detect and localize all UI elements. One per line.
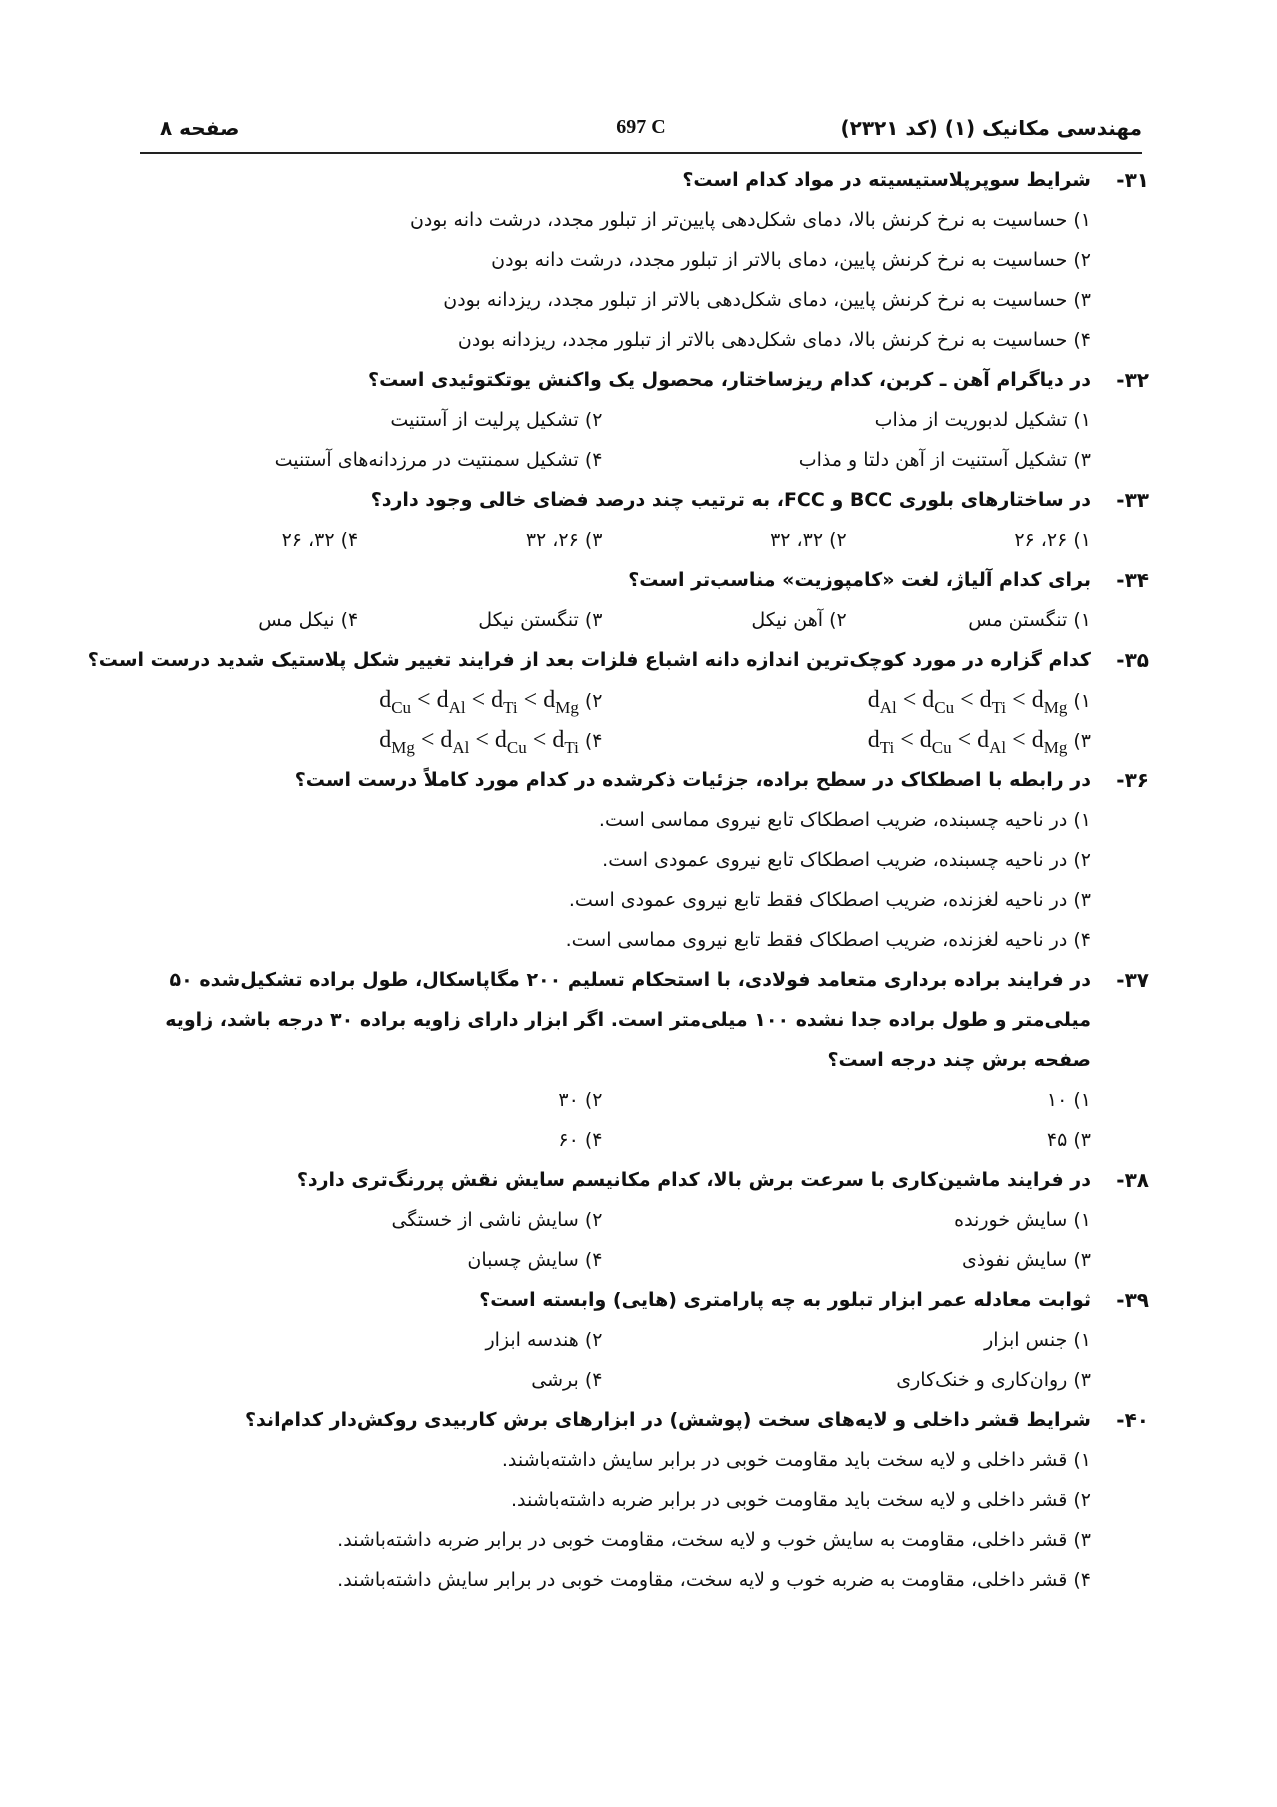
element-symbol: Cu	[391, 697, 412, 717]
question-number: ۳۹-	[1116, 1288, 1149, 1312]
option-2[interactable]: ۲) سایش ناشی از خستگی	[391, 1209, 603, 1231]
option-1[interactable]: ۱) قشر داخلی و لایه سخت باید مقاومت خوبی در برابر سایش داشته‌باشند.	[501, 1449, 1091, 1471]
question-number: ۳۴-	[1116, 568, 1149, 592]
element-symbol: Al	[989, 737, 1007, 757]
question-33	[114, 480, 1149, 560]
question-text: برای کدام آلیاژ، لغت «کامپوزیت» مناسب‌تر است؟	[628, 569, 1091, 591]
question-40	[114, 1400, 1149, 1600]
option-3[interactable]: ۳) روان‌کاری و خنک‌کاری	[896, 1369, 1091, 1391]
element-symbol: Al	[448, 697, 466, 717]
option-4[interactable]	[114, 720, 603, 760]
option-3[interactable]	[603, 720, 1092, 760]
question-text: در ساختارهای بلوری BCC و FCC، به ترتیب چند درصد فضای خالی وجود دارد؟	[370, 489, 1091, 511]
grain-size-inequality: $d_{Cu} < d_{Al} < d_{Ti} < d_{Mg}$	[379, 687, 579, 717]
question-number: ۳۳-	[1116, 488, 1149, 512]
option-3[interactable]: ۳) تشکیل آستنیت از آهن دلتا و مذاب	[798, 449, 1091, 471]
question-number: ۳۶-	[1116, 768, 1149, 792]
question-number: ۳۸-	[1116, 1168, 1149, 1192]
question-number: ۳۱-	[1116, 168, 1149, 192]
option-2[interactable]	[114, 680, 603, 720]
question-list	[87, 160, 1149, 1600]
option-1[interactable]: ۱) در ناحیه چسبنده، ضریب اصطکاک تابع نیروی مماسی است.	[598, 809, 1091, 831]
option-3[interactable]: ۳) ۲۶، ۳۲	[525, 529, 603, 551]
option-4[interactable]: ۴) ۶۰	[558, 1129, 603, 1151]
option-2[interactable]: ۲) ۳۲، ۳۲	[770, 529, 847, 551]
question-31	[114, 160, 1149, 360]
element-symbol: Ti	[991, 697, 1007, 717]
grain-size-inequality: $d_{Ti} < d_{Cu} < d_{Al} < d_{Mg}$	[867, 727, 1068, 757]
element-symbol: Cu	[931, 737, 952, 757]
question-number: ۴۰-	[1116, 1408, 1149, 1432]
option-number: ۲)	[578, 690, 603, 712]
element-symbol: Mg	[391, 737, 415, 757]
question-text: در رابطه با اصطکاک در سطح براده، جزئیات ذکرشده در کدام مورد کاملاً درست است؟	[294, 769, 1091, 791]
question-text: در فرایند ماشین‌کاری با سرعت برش بالا، کدام مکانیسم سایش نقش پررنگ‌تری دارد؟	[296, 1169, 1091, 1191]
element-symbol: Ti	[564, 737, 579, 757]
question-number: ۳۷-	[1116, 968, 1149, 992]
question-text: شرایط سوپرپلاستیسیته در مواد کدام است؟	[682, 169, 1091, 191]
option-1[interactable]: ۱) تنگستن مس	[968, 609, 1091, 631]
question-text: شرایط قشر داخلی و لایه‌های سخت (پوشش) در ابزارهای برش کاربیدی روکش‌دار کدام‌اند؟	[244, 1409, 1091, 1431]
option-1[interactable]: ۱) حساسیت به نرخ کرنش بالا، دمای شکل‌دهی پایین‌تر از تبلور مجدد، درشت دانه بودن	[409, 209, 1091, 231]
option-2[interactable]: ۲) آهن نیکل	[751, 609, 847, 631]
option-1[interactable]	[603, 680, 1092, 720]
option-number: ۴)	[578, 730, 603, 752]
question-text: کدام گزاره در مورد کوچک‌ترین اندازه دانه اشباع فلزات بعد از فرایند تغییر شکل پلاستیک شدید درست است؟	[87, 649, 1091, 671]
option-2[interactable]: ۲) تشکیل پرلیت از آستنیت	[390, 409, 603, 431]
question-text: ثوابت معادله عمر ابزار تبلور به چه پارامتری (هایی) وابسته است؟	[479, 1289, 1091, 1311]
option-3[interactable]: ۳) تنگستن نیکل	[478, 609, 603, 631]
question-34	[114, 560, 1149, 640]
element-symbol: Cu	[506, 737, 527, 757]
option-2[interactable]: ۲) هندسه ابزار	[485, 1329, 603, 1351]
option-1[interactable]: ۱) تشکیل لدبوریت از مذاب	[874, 409, 1091, 431]
option-2[interactable]: ۲) در ناحیه چسبنده، ضریب اصطکاک تابع نیروی عمودی است.	[602, 849, 1091, 871]
option-4[interactable]: ۴) حساسیت به نرخ کرنش بالا، دمای شکل‌دهی بالاتر از تبلور مجدد، ریزدانه بودن	[457, 329, 1091, 351]
page-number: صفحه ۸	[160, 116, 240, 140]
option-4[interactable]: ۴) در ناحیه لغزنده، ضریب اصطکاک فقط تابع نیروی مماسی است.	[565, 929, 1091, 951]
option-4[interactable]: ۴) برشی	[531, 1369, 603, 1391]
question-text: در فرایند براده برداری متعامد فولادی، با استحکام تسلیم ۲۰۰ مگاپاسکال، طول براده تشکیل‌شده ۵۰ میلی‌متر و طول براده جدا نشده ۱۰۰ میلی‌متر است. اگر ابزار دارای زاویه براده ۳۰ درجه باشد، زاویه صفحه برش چند درجه است؟	[165, 969, 1091, 1071]
option-2[interactable]: ۲) قشر داخلی و لایه سخت باید مقاومت خوبی در برابر ضربه داشته‌باشند.	[510, 1489, 1091, 1511]
exam-title: مهندسی مکانیک (۱) (کد ۲۳۲۱)	[840, 116, 1142, 140]
question-number: ۳۲-	[1116, 368, 1149, 392]
option-number: ۱)	[1067, 690, 1091, 712]
option-2[interactable]: ۲) ۳۰	[558, 1089, 603, 1111]
question-32	[114, 360, 1149, 480]
option-3[interactable]: ۳) حساسیت به نرخ کرنش پایین، دمای شکل‌دهی بالاتر از تبلور مجدد، ریزدانه بودن	[443, 289, 1091, 311]
question-36	[114, 760, 1149, 960]
element-symbol: Mg	[1043, 697, 1068, 717]
option-1[interactable]: ۱) ۱۰	[1046, 1089, 1091, 1111]
option-4[interactable]: ۴) تشکیل سمنتیت در مرزدانه‌های آستنیت	[274, 449, 603, 471]
grain-size-inequality: $d_{Al} < d_{Cu} < d_{Ti} < d_{Mg}$	[867, 687, 1068, 717]
element-symbol: Ti	[503, 697, 518, 717]
option-number: ۳)	[1067, 730, 1091, 752]
booklet-code: 697 C	[616, 116, 666, 138]
question-39	[114, 1280, 1149, 1400]
option-4[interactable]: ۴) قشر داخلی، مقاومت به ضربه خوب و لایه سخت، مقاومت خوبی در برابر سایش داشته‌باشند.	[337, 1569, 1091, 1591]
option-4[interactable]: ۴) سایش چسبان	[467, 1249, 603, 1271]
question-35	[87, 640, 1149, 760]
option-1[interactable]: ۱) ۲۶، ۲۶	[1014, 529, 1091, 551]
element-symbol: Cu	[934, 697, 955, 717]
question-37	[114, 960, 1149, 1160]
option-2[interactable]: ۲) حساسیت به نرخ کرنش پایین، دمای بالاتر از تبلور مجدد، درشت دانه بودن	[491, 249, 1091, 271]
question-38	[114, 1160, 1149, 1280]
page-header	[140, 112, 1142, 154]
option-3[interactable]: ۳) قشر داخلی، مقاومت به سایش خوب و لایه سخت، مقاومت خوبی در برابر ضربه داشته‌باشند.	[337, 1529, 1091, 1551]
option-4[interactable]: ۴) ۳۲، ۲۶	[281, 529, 359, 551]
question-number: ۳۵-	[1116, 648, 1149, 672]
option-3[interactable]: ۳) سایش نفوذی	[962, 1249, 1091, 1271]
question-text: در دیاگرام آهن ـ کربن، کدام ریزساختار، محصول یک واکنش یوتکتوئیدی است؟	[368, 369, 1091, 391]
element-symbol: Mg	[555, 697, 579, 717]
option-3[interactable]: ۳) ۴۵	[1046, 1129, 1091, 1151]
element-symbol: Mg	[1043, 737, 1068, 757]
grain-size-inequality: $d_{Mg} < d_{Al} < d_{Cu} < d_{Ti}$	[379, 727, 579, 757]
element-symbol: Al	[879, 697, 897, 717]
element-symbol: Ti	[879, 737, 895, 757]
option-1[interactable]: ۱) سایش خورنده	[954, 1209, 1091, 1231]
element-symbol: Al	[452, 737, 470, 757]
option-1[interactable]: ۱) جنس ابزار	[984, 1329, 1091, 1351]
option-3[interactable]: ۳) در ناحیه لغزنده، ضریب اصطکاک فقط تابع نیروی عمودی است.	[568, 889, 1091, 911]
option-4[interactable]: ۴) نیکل مس	[258, 609, 359, 631]
